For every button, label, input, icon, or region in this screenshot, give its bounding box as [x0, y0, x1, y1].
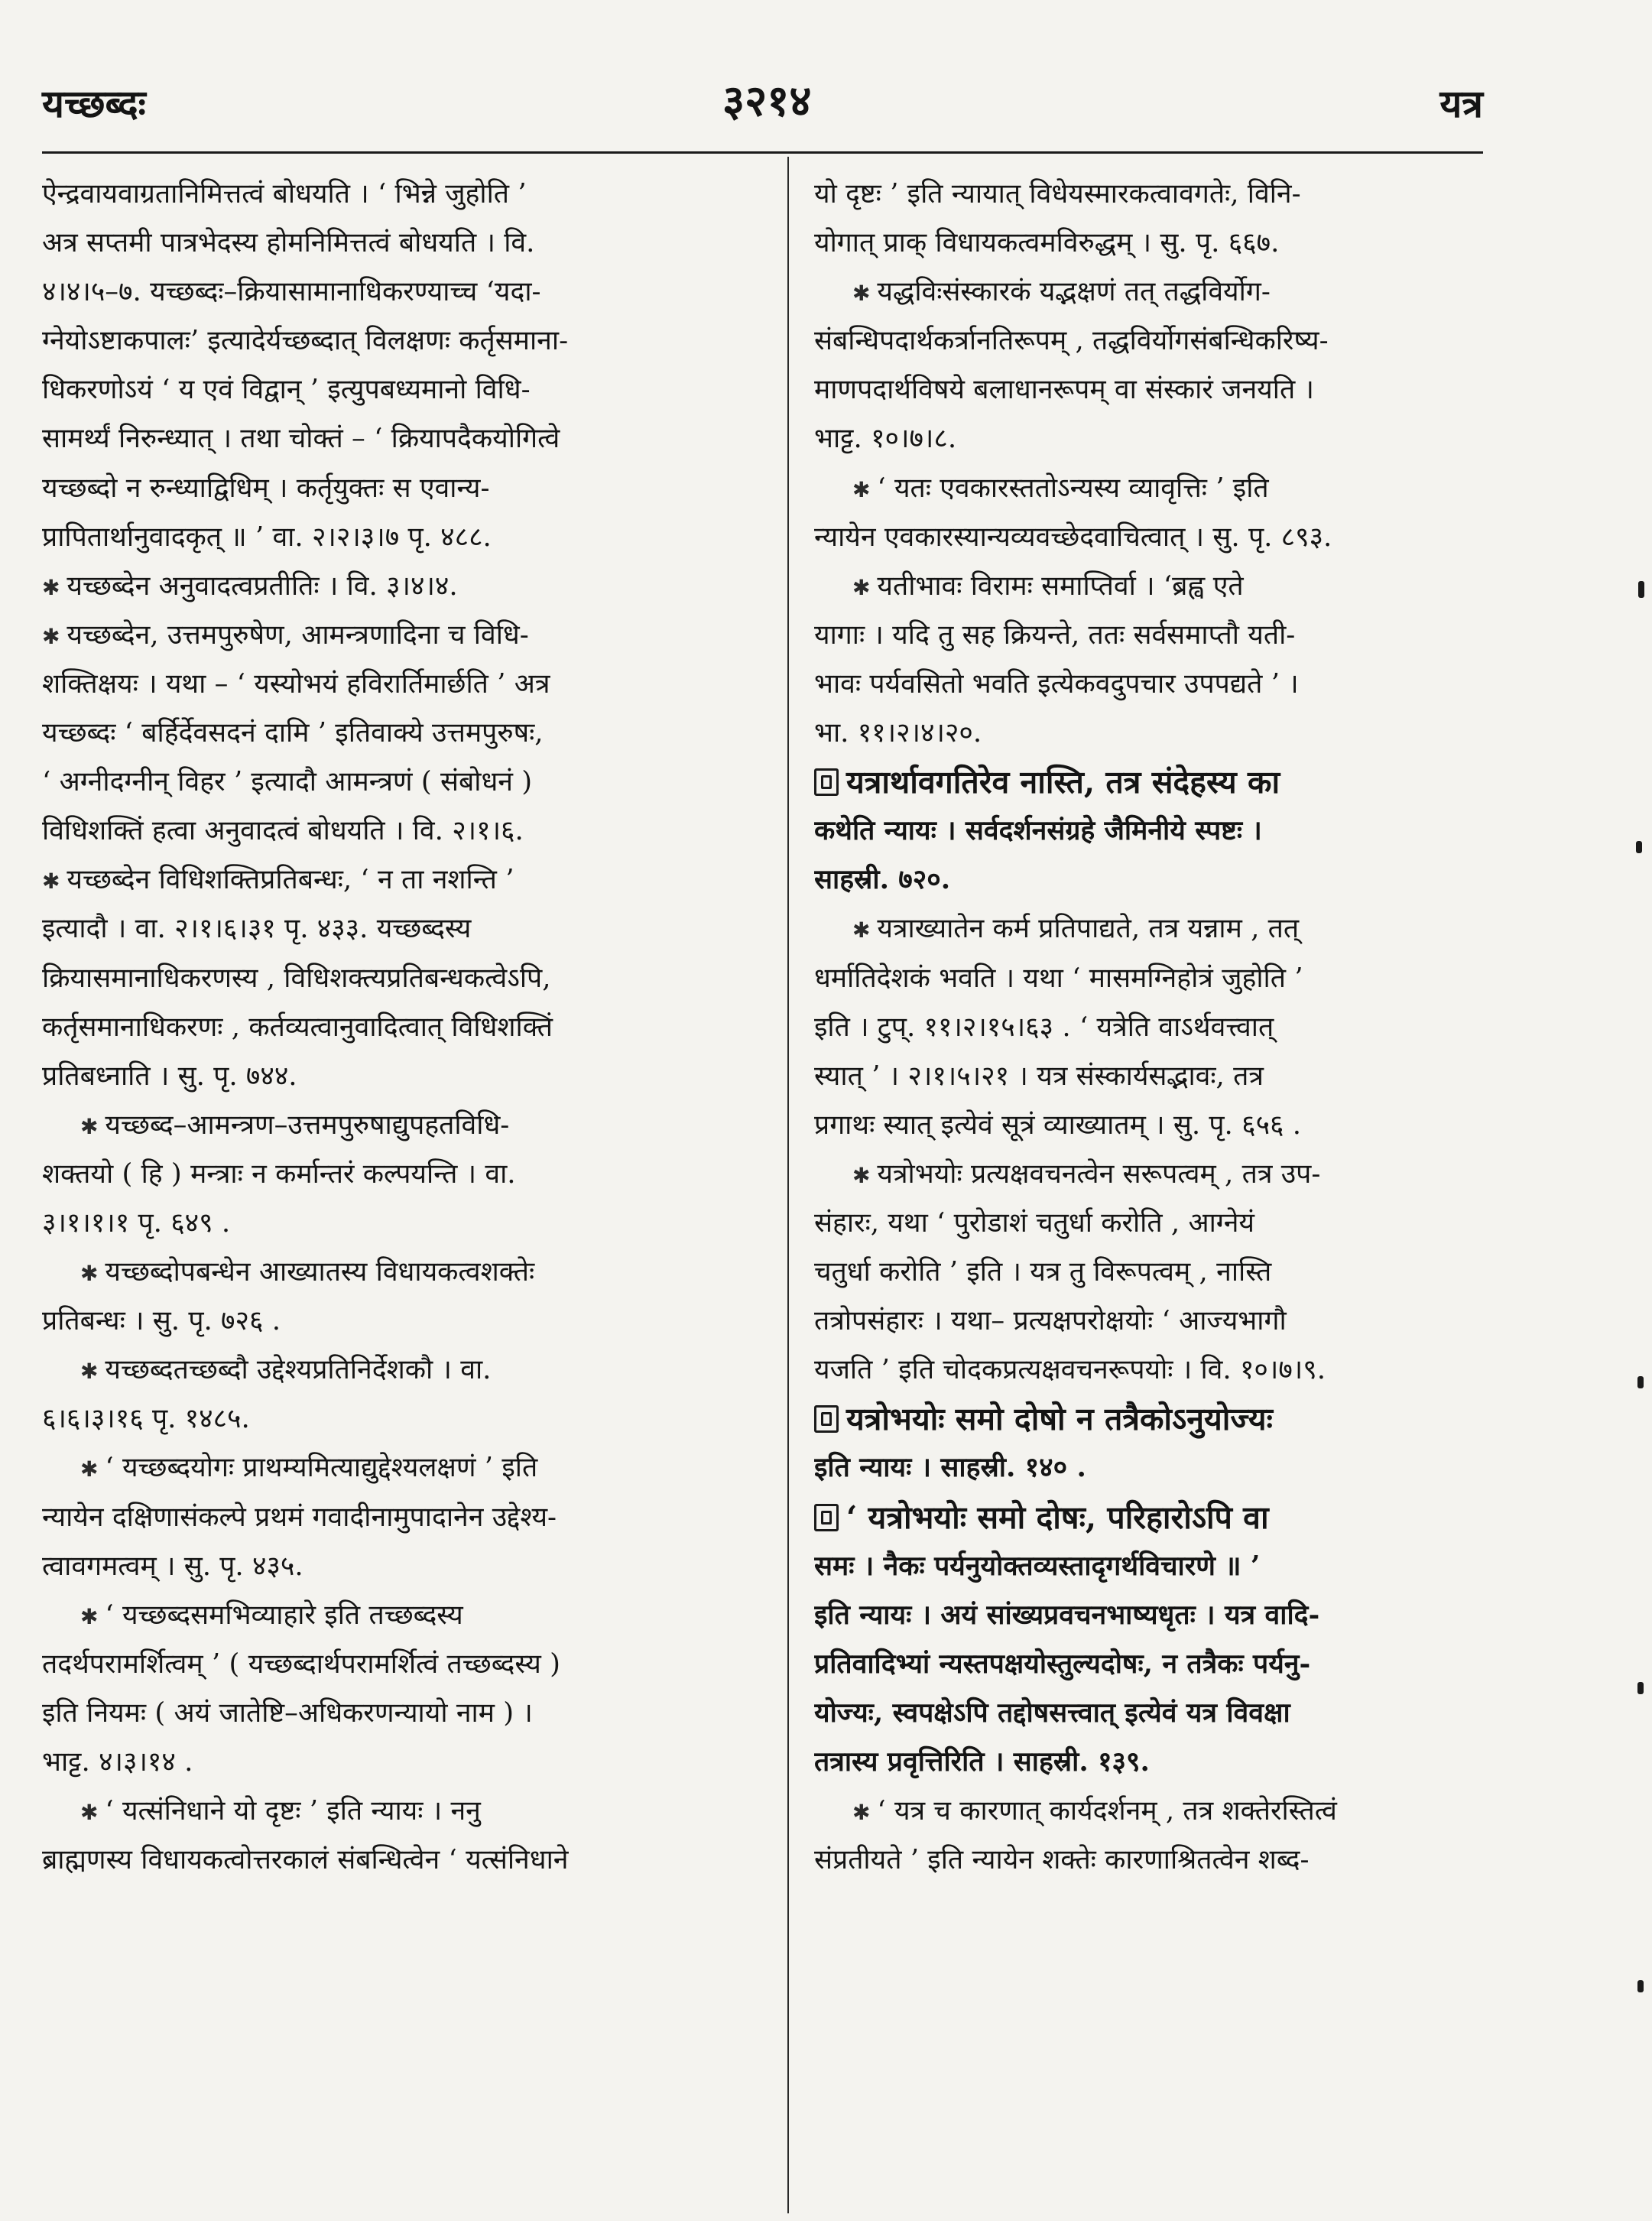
entry-line — [42, 709, 768, 758]
asterisk-icon: ✱ — [852, 281, 878, 307]
entry — [814, 1787, 1487, 1885]
entry — [42, 856, 768, 1100]
entry-line — [814, 1591, 1487, 1640]
line-text: ६।६।३।१६ पृ. १४८५. — [42, 1403, 250, 1435]
entry-line — [42, 513, 768, 562]
line-text: तत्रोपसंहारः । यथा– प्रत्यक्षपरोक्षयोः ‘ आज्यभागौ — [814, 1305, 1287, 1337]
scan-edge-mark — [1636, 841, 1642, 853]
line-text: शक्तिक्षयः । यथा – ‘ यस्योभयं हविरार्तिमार्छति ’ अत्र — [42, 667, 550, 700]
line-text: इति न्यायः । अयं सांख्यप्रवचनभाष्यधृतः । यत्र वादि- — [814, 1599, 1320, 1631]
right-column — [814, 170, 1487, 1885]
entry-line — [814, 1199, 1487, 1248]
entry — [814, 1150, 1487, 1395]
entry-line — [42, 1738, 768, 1787]
page-number: ३२१४ — [722, 76, 812, 126]
line-text: योगात् प्राक् विधायकत्वमविरुद्धम् । सु. पृ. ६६७. — [814, 227, 1280, 259]
entry-line — [814, 1689, 1487, 1738]
entry-line — [814, 807, 1487, 856]
entry — [814, 170, 1487, 268]
asterisk-icon: ✱ — [42, 869, 67, 895]
entry-line — [814, 268, 1487, 317]
nyaya-icon — [814, 1504, 839, 1531]
asterisk-icon: ✱ — [80, 1261, 105, 1287]
entry-line — [42, 219, 768, 268]
entry-line — [42, 1150, 768, 1199]
entry-line — [814, 1101, 1487, 1150]
line-text: तदर्थपरामर्शित्वम् ’ ( यच्छब्दार्थपरामर्शित्वं तच्छब्दस्य ) — [42, 1648, 560, 1680]
asterisk-icon: ✱ — [42, 623, 67, 649]
line-text: भाट्ट. १०।७।८. — [814, 423, 957, 455]
entry — [814, 464, 1487, 562]
line-text: प्रतिबध्नाति । सु. पृ. ७४४. — [42, 1060, 297, 1092]
entry-line — [42, 1443, 768, 1492]
entry — [814, 562, 1487, 758]
line-text: साहस्री. ७२०. — [814, 864, 951, 896]
line-text: यत्रार्थावगतिरेव नास्ति, तत्र संदेहस्य का — [846, 764, 1280, 801]
entry-line — [814, 954, 1487, 1003]
entry — [42, 1591, 768, 1787]
entry-line — [814, 1150, 1487, 1199]
entry-line — [814, 1738, 1487, 1787]
line-text: ‘ यत्रोभयोः समो दोषः, परिहारोऽपि वा — [846, 1499, 1269, 1536]
line-text: यच्छब्देन अनुवादत्वप्रतीतिः । वि. ३।४।४. — [67, 570, 458, 602]
entry-line — [814, 562, 1487, 611]
asterisk-icon: ✱ — [852, 1162, 878, 1188]
entry-line — [814, 414, 1487, 463]
line-text: यच्छब्देन, उत्तमपुरुषेण, आमन्त्रणादिना च विधि- — [67, 619, 529, 651]
left-column — [42, 170, 768, 1885]
entry-line — [814, 464, 1487, 513]
asterisk-icon: ✱ — [80, 1113, 105, 1139]
entry — [42, 1443, 768, 1590]
entry-line — [42, 1101, 768, 1150]
asterisk-icon: ✱ — [80, 1456, 105, 1482]
entry-line — [42, 611, 768, 660]
entry-line — [814, 317, 1487, 365]
header-right-word: यत्र — [1439, 81, 1483, 126]
line-text: ‘ यत्संनिधाने यो दृष्टः ’ इति न्यायः । ननु — [105, 1795, 481, 1827]
line-text: इति न्यायः । साहस्री. १४० . — [814, 1452, 1086, 1484]
entry-line — [814, 1542, 1487, 1591]
line-text: ‘ यत्र च कारणात् कार्यदर्शनम् , तत्र शक्तेरस्तित्वं — [877, 1795, 1337, 1827]
asterisk-icon: ✱ — [852, 476, 878, 502]
line-text: यच्छब्दोपबन्धेन आख्यातस्य विधायकत्वशक्तेः — [105, 1256, 535, 1288]
entry-line — [42, 414, 768, 463]
line-text: यच्छब्दतच्छब्दौ उद्देश्यप्रतिनिर्देशकौ । वा. — [105, 1354, 492, 1386]
entry-line — [42, 562, 768, 611]
entry-line — [42, 268, 768, 317]
line-text: सामर्थ्यं निरुन्ध्यात् । तथा चोक्तं – ‘ क्रियापदैकयोगित्वे — [42, 423, 560, 455]
asterisk-icon: ✱ — [80, 1800, 105, 1826]
entry-line — [814, 709, 1487, 758]
entry-line — [42, 1542, 768, 1591]
entry-line — [42, 807, 768, 856]
entry-line — [814, 1297, 1487, 1346]
line-text: ‘ अग्नीदग्नीन् विहर ’ इत्यादौ आमन्त्रणं ( संबोधनं ) — [42, 766, 533, 798]
header-rule — [42, 151, 1483, 154]
asterisk-icon: ✱ — [80, 1603, 105, 1629]
entry-line — [42, 365, 768, 414]
line-text: यजति ’ इति चोदकप्रत्यक्षवचनरूपयोः । वि. १०।७।९. — [814, 1354, 1326, 1386]
entry — [814, 904, 1487, 1149]
line-text: त्वावगमत्वम् । सु. पृ. ४३५. — [42, 1550, 303, 1582]
line-text: धिकरणोऽयं ‘ य एवं विद्वान् ’ इत्युपबध्यमानो विधि- — [42, 374, 531, 406]
line-text: योज्यः, स्वपक्षेऽपि तद्दोषसत्त्वात् इत्येवं यत्र विवक्षा — [814, 1697, 1290, 1729]
line-text: इति । टुप्. ११।२।१५।६३ . ‘ यत्रेति वाऽर्थवत्त्वात् — [814, 1011, 1274, 1043]
line-text: माणपदार्थविषये बलाधानरूपम् वा संस्कारं जनयति । — [814, 374, 1314, 406]
line-text: प्रापितार्थानुवादकृत् ॥ ’ वा. २।२।३।७ पृ. ४८८. — [42, 521, 492, 553]
entry-line — [42, 1493, 768, 1542]
entry-line — [814, 660, 1487, 709]
line-text: शक्तयो ( हि ) मन्त्राः न कर्मान्तरं कल्पयन्ति । वा. — [42, 1158, 516, 1190]
nyaya-icon — [814, 768, 839, 796]
scan-edge-mark — [1638, 581, 1644, 598]
line-text: अत्र सप्तमी पात्रभेदस्य होमनिमित्तत्वं बोधयति । वि. — [42, 227, 535, 259]
entry-line — [42, 1836, 768, 1885]
line-text: न्यायेन दक्षिणासंकल्पे प्रथमं गवादीनामुपादानेन उद्देश्य- — [42, 1501, 557, 1533]
entry — [814, 268, 1487, 463]
line-text: भाट्ट. ४।३।१४ . — [42, 1746, 193, 1778]
asterisk-icon: ✱ — [42, 574, 67, 600]
entry-line — [814, 1493, 1487, 1542]
entry-line — [814, 1443, 1487, 1492]
line-text: धर्मातिदेशकं भवति । यथा ‘ मासमग्निहोत्रं जुहोति ’ — [814, 962, 1303, 994]
line-text: यो दृष्टः ’ इति न्यायात् विधेयस्मारकत्वावगतेः, विनि- — [814, 178, 1301, 209]
entry — [42, 611, 768, 856]
line-text: विधिशक्तिं हत्वा अनुवादत्वं बोधयति । वि. २।१।६. — [42, 815, 524, 847]
entry-line — [814, 365, 1487, 414]
line-text: यागाः । यदि तु सह क्रियन्ते, ततः सर्वसमाप्तौ यती- — [814, 619, 1296, 651]
entry-line — [814, 219, 1487, 268]
entry-line — [42, 1689, 768, 1738]
line-text: यच्छब्दो न रुन्ध्याद्विधिम् । कर्तृयुक्तः स एवान्य- — [42, 472, 490, 504]
entry-line — [814, 1346, 1487, 1395]
entry — [42, 1787, 768, 1885]
line-text: संहारः, यथा ‘ पुरोडाशं चतुर्धा करोति , आग्नेयं — [814, 1206, 1255, 1239]
entry-line — [814, 1052, 1487, 1101]
line-text: कर्तृसमानाधिकरणः , कर्तव्यत्वानुवादित्वात् विधिशक्तिं — [42, 1011, 553, 1043]
line-text: ब्राह्मणस्य विधायकत्वोत्तरकालं संबन्धित्वेन ‘ यत्संनिधाने — [42, 1844, 569, 1876]
line-text: यद्धविःसंस्कारकं यद्भक्षणं तत् तद्धविर्योग- — [877, 276, 1271, 308]
entry-line — [42, 1199, 768, 1248]
entry-line — [42, 1591, 768, 1640]
asterisk-icon: ✱ — [852, 574, 878, 600]
scan-edge-mark — [1637, 1980, 1644, 1992]
line-text: इति नियमः ( अयं जातेष्टि–अधिकरणन्यायो नाम ) । — [42, 1697, 533, 1729]
line-text: यच्छब्द–आमन्त्रण–उत्तमपुरुषाद्युपहतविधि- — [105, 1109, 510, 1141]
line-text: यत्रोभयोः प्रत्यक्षवचनत्वेन सरूपत्वम् , तत्र उप- — [877, 1158, 1321, 1190]
line-text: ४।४।५–७. यच्छब्दः–क्रियासामानाधिकरण्याच्च ‘यदा- — [42, 276, 541, 308]
line-text: ऐन्द्रवायवाग्रतानिमित्तत्वं बोधयति । ‘ भिन्ने जुहोति ’ — [42, 178, 527, 209]
entry-line — [814, 1003, 1487, 1052]
entry-line — [814, 1248, 1487, 1297]
entry-line — [42, 1395, 768, 1443]
line-text: यच्छब्देन विधिशक्तिप्रतिबन्धः, ‘ न ता नशन्ति ’ — [67, 864, 514, 896]
line-text: प्रतिवादिभ्यां न्यस्तपक्षयोस्तुल्यदोषः, न तत्रैकः पर्यनु- — [814, 1648, 1311, 1680]
entry — [42, 1101, 768, 1248]
line-text: चतुर्धा करोति ’ इति । यत्र तु विरूपत्वम् , नास्ति — [814, 1256, 1272, 1288]
entry-line — [814, 904, 1487, 953]
line-text: समः । नैकः पर्यनुयोक्तव्यस्तादृगर्थविचारणे ॥ ’ — [814, 1550, 1261, 1582]
entry-line — [814, 758, 1487, 807]
nyaya-icon — [814, 1405, 839, 1433]
line-text: ३।१।१।१ पृ. ६४९ . — [42, 1206, 231, 1239]
entry-line — [814, 513, 1487, 562]
entry — [814, 1395, 1487, 1492]
scan-edge-mark — [1637, 1376, 1644, 1388]
entry-line — [814, 1836, 1487, 1885]
entry-line — [42, 758, 768, 807]
running-head — [42, 70, 1483, 132]
entry — [42, 1248, 768, 1346]
entry-line — [42, 1003, 768, 1052]
entry — [42, 562, 768, 611]
entry — [42, 1346, 768, 1443]
line-text: ‘ यच्छब्दसमभिव्याहारे इति तच्छब्दस्य — [105, 1599, 463, 1631]
asterisk-icon: ✱ — [852, 1800, 878, 1826]
line-text: ‘ यच्छब्दयोगः प्राथम्यमित्याद्युद्देश्यलक्षणं ’ इति — [105, 1452, 538, 1484]
entry-line — [42, 1640, 768, 1689]
entry-line — [42, 1346, 768, 1395]
line-text: इत्यादौ । वा. २।१।६।३१ पृ. ४३३. यच्छब्दस्य — [42, 913, 472, 945]
line-text: यतीभावः विरामः समाप्तिर्वा । ‘ब्रह्व एते — [877, 570, 1244, 602]
asterisk-icon: ✱ — [852, 917, 878, 943]
line-text: स्यात् ’ । २।१।५।२१ । यत्र संस्कार्यसद्भावः, तत्र — [814, 1060, 1264, 1092]
entry-line — [814, 856, 1487, 904]
scan-edge-mark — [1637, 1682, 1644, 1694]
entry-line — [814, 611, 1487, 660]
line-text: प्रतिबन्धः । सु. पृ. ७२६ . — [42, 1305, 281, 1337]
line-text: ग्नेयोऽष्टाकपालः’ इत्यादेर्यच्छब्दात् विलक्षणः कर्तृसमाना- — [42, 325, 569, 357]
entry-line — [814, 1787, 1487, 1836]
line-text: संप्रतीयते ’ इति न्यायेन शक्तेः कारणाश्रितत्वेन शब्द- — [814, 1844, 1310, 1876]
entry-line — [814, 1395, 1487, 1443]
entry — [814, 1493, 1487, 1788]
line-text: भावः पर्यवसितो भवति इत्येकवदुपचार उपपद्यते ’ । — [814, 667, 1299, 700]
entry — [42, 170, 768, 562]
entry-line — [42, 170, 768, 219]
line-text: यत्रोभयोः समो दोषो न तत्रैकोऽनुयोज्यः — [846, 1401, 1273, 1438]
asterisk-icon: ✱ — [80, 1359, 105, 1385]
entry-line — [42, 1052, 768, 1101]
line-text: यच्छब्दः ‘ बर्हिर्देवसदनं दामि ’ इतिवाक्ये उत्तमपुरुषः, — [42, 717, 544, 749]
entry-line — [42, 1787, 768, 1836]
entry-line — [42, 1248, 768, 1297]
line-text: ‘ यतः एवकारस्ततोऽन्यस्य व्यावृत्तिः ’ इति — [877, 472, 1269, 504]
line-text: क्रियासमानाधिकरणस्य , विधिशक्त्यप्रतिबन्धकत्वेऽपि, — [42, 962, 551, 994]
entry-line — [42, 954, 768, 1003]
line-text: यत्राख्यातेन कर्म प्रतिपाद्यते, तत्र यन्नाम , तत् — [877, 913, 1300, 945]
column-divider — [787, 157, 789, 2213]
entry — [814, 758, 1487, 904]
line-text: न्यायेन एवकारस्यान्यव्यवच्छेदवाचित्वात् । सु. पृ. ८९३. — [814, 521, 1332, 553]
line-text: कथेति न्यायः । सर्वदर्शनसंग्रहे जैमिनीये स्पष्टः । — [814, 815, 1262, 847]
entry-line — [42, 856, 768, 904]
header-left-word: यच्छब्दः — [42, 81, 146, 126]
line-text: भा. ११।२।४।२०. — [814, 717, 982, 749]
entry-line — [42, 660, 768, 709]
line-text: प्रगाथः स्यात् इत्येवं सूत्रं व्याख्यातम् । सु. पृ. ६५६ . — [814, 1109, 1302, 1141]
entry-line — [42, 464, 768, 513]
entry-line — [814, 170, 1487, 219]
line-text: संबन्धिपदार्थकर्त्रानतिरूपम् , तद्धविर्योगसंबन्धिकरिष्य- — [814, 325, 1329, 357]
entry-line — [42, 1297, 768, 1346]
entry-line — [814, 1640, 1487, 1689]
line-text: तत्रास्य प्रवृत्तिरिति । साहस्री. १३९. — [814, 1746, 1150, 1778]
entry-line — [42, 317, 768, 365]
entry-line — [42, 904, 768, 953]
